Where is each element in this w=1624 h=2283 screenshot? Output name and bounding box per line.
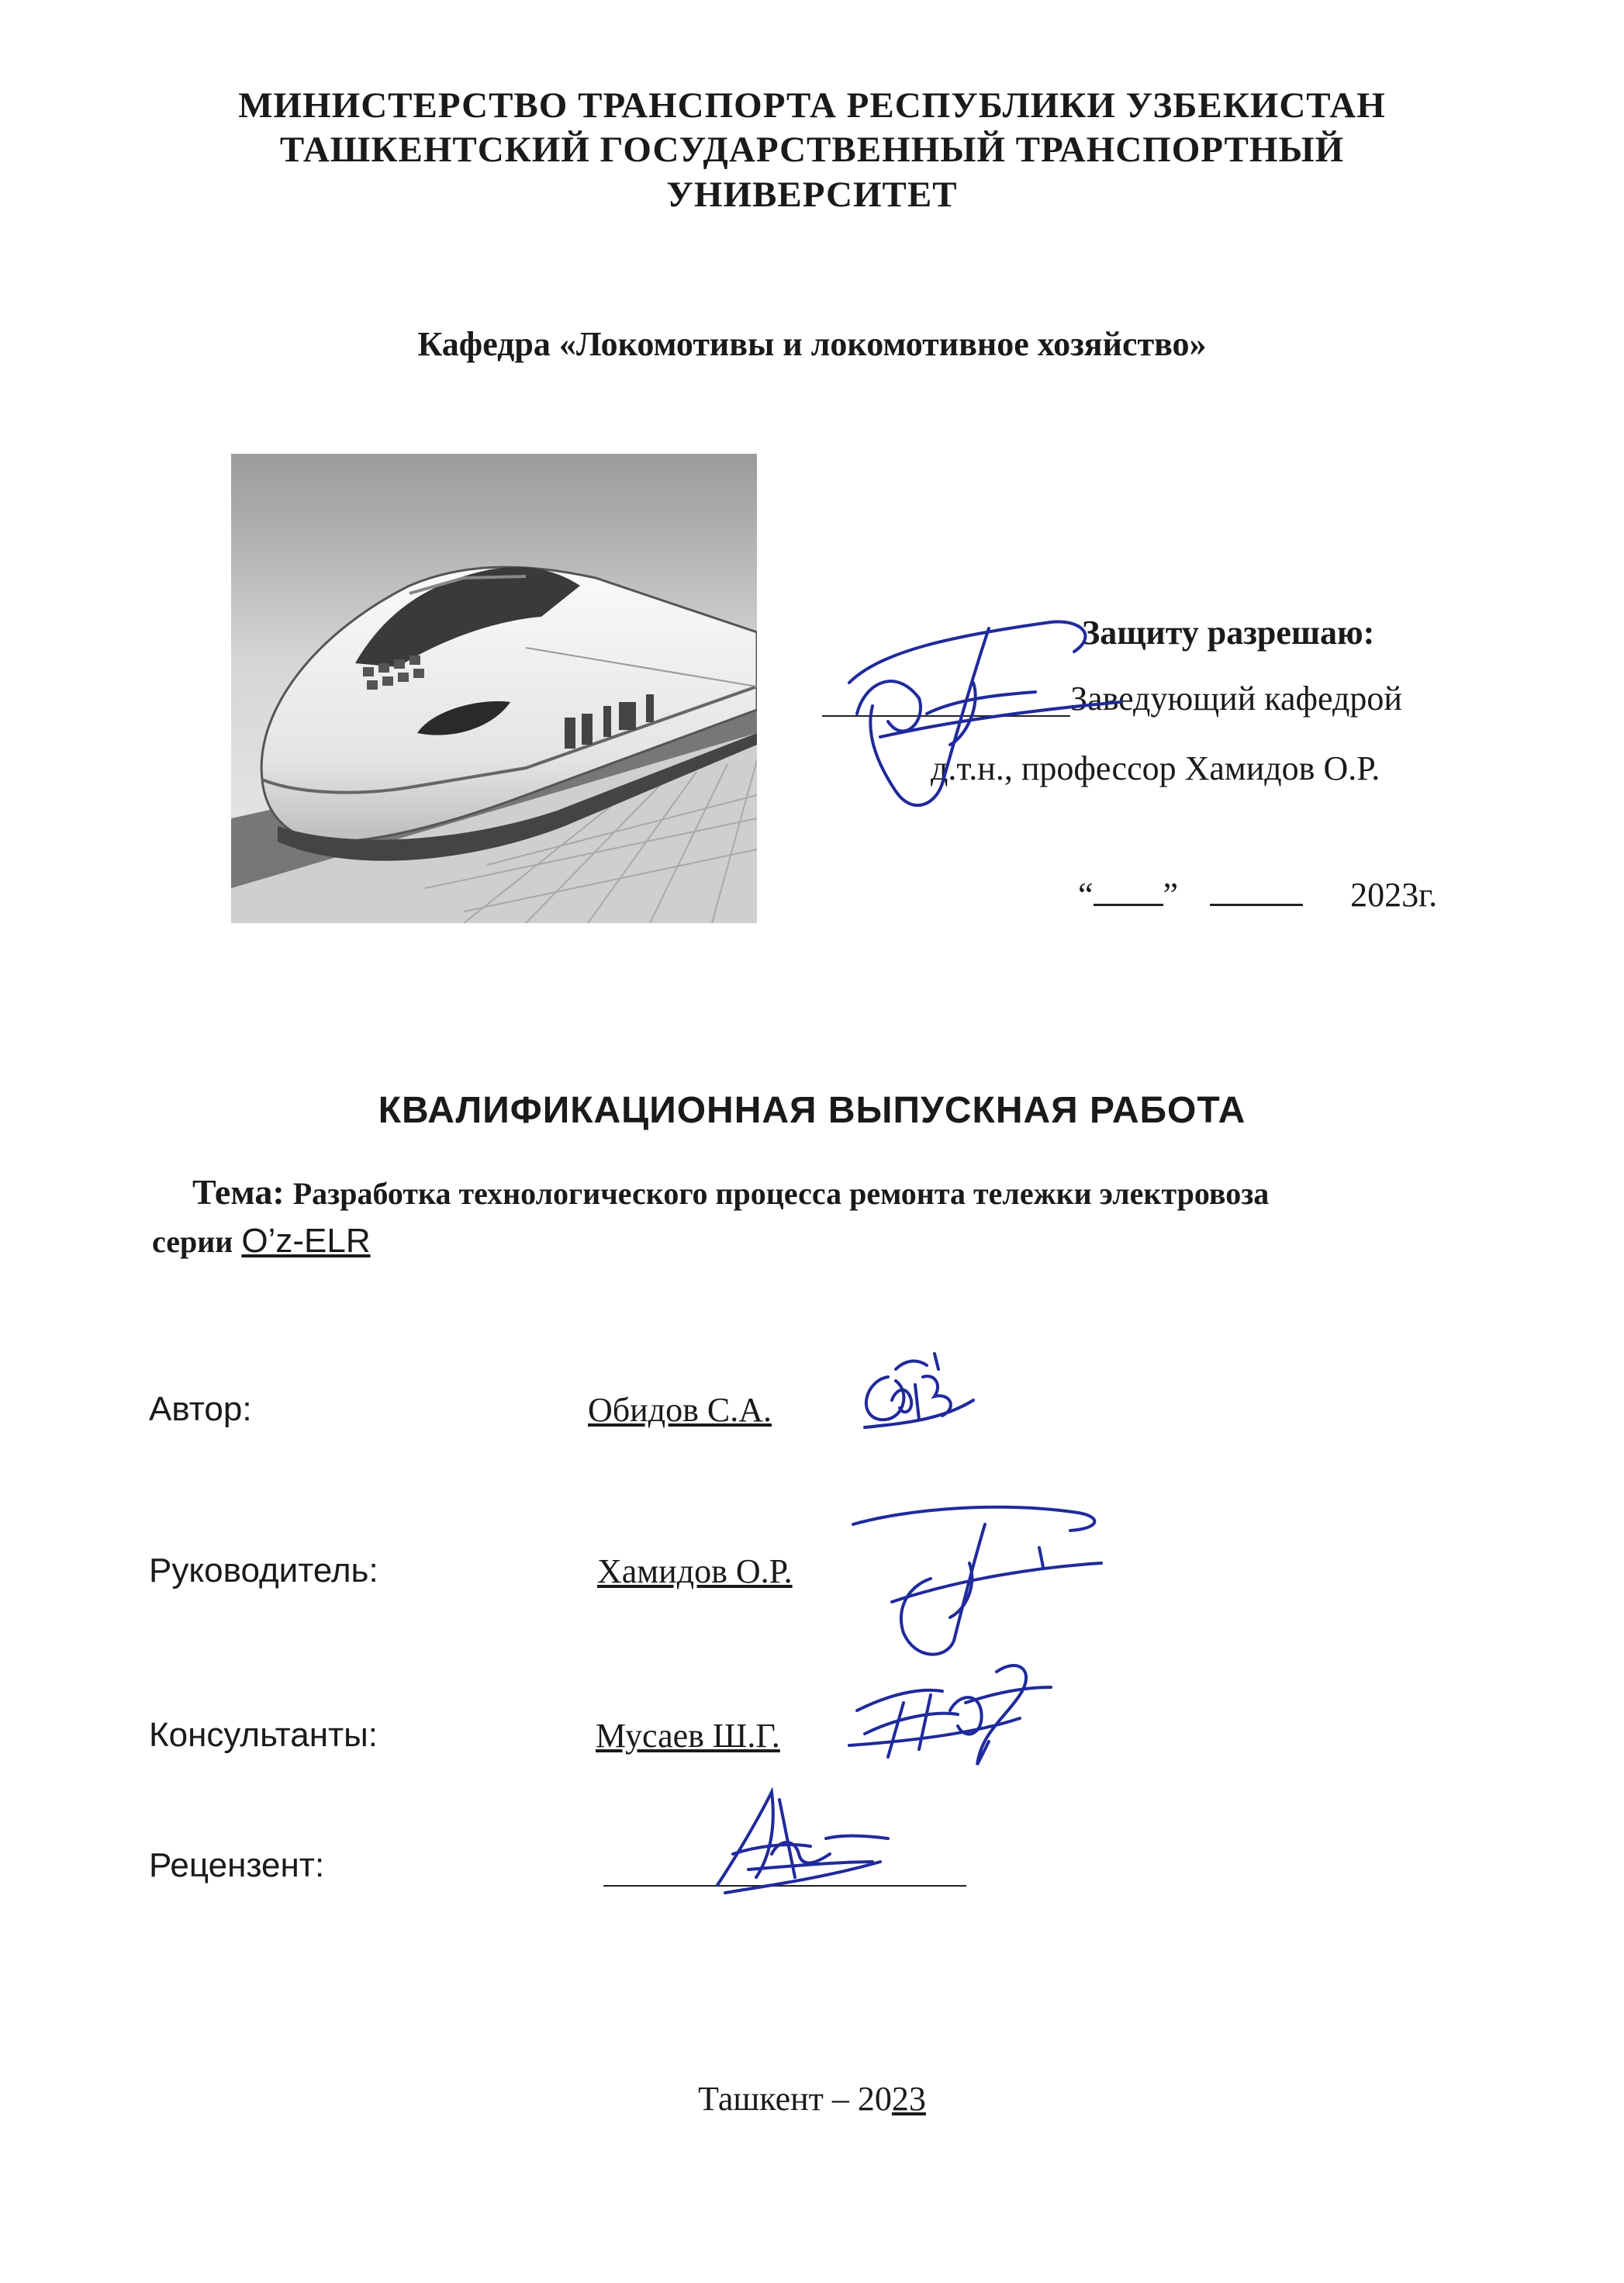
approval-title: Защиту разрешаю: <box>1082 614 1375 652</box>
supervisor-signature <box>845 1493 1140 1672</box>
reviewer-label: Рецензент: <box>149 1846 325 1884</box>
year-suffix: 23 <box>891 2080 926 2118</box>
date-open-quote: “ <box>1078 876 1094 914</box>
supervisor-label: Руководитель: <box>149 1551 378 1589</box>
work-title: КВАЛИФИКАЦИОННАЯ ВЫПУСКНАЯ РАБОТА <box>378 1090 1246 1131</box>
consultant-signature <box>841 1648 1059 1780</box>
approval-role: Заведующий кафедрой <box>1070 680 1402 718</box>
topic-line-2 <box>152 1221 371 1261</box>
head-signature <box>834 605 1144 822</box>
city-name: Ташкент – 20 <box>698 2080 892 2118</box>
header-line-3: УНИВЕРСИТЕТ <box>666 174 958 215</box>
date-day-blank <box>1094 876 1163 906</box>
topic-series: O’z-ELR <box>241 1222 371 1260</box>
header-line-2: ТАШКЕНТСКИЙ ГОСУДАРСТВЕННЫЙ ТРАНСПОРТНЫЙ <box>279 130 1345 171</box>
header-line-1: МИНИСТЕРСТВО ТРАНСПОРТА РЕСПУБЛИКИ УЗБЕКИСТАН <box>238 85 1386 126</box>
approval-date <box>1078 875 1437 915</box>
consultant-name: Мусаев Ш.Г. <box>596 1717 780 1755</box>
supervisor-name: Хамидов О.Р. <box>597 1552 793 1590</box>
train-illustration <box>231 454 757 923</box>
reviewer-signature <box>702 1776 904 1908</box>
topic-line-1 <box>192 1171 1269 1212</box>
ministry-header <box>0 84 1624 217</box>
city-year <box>0 2079 1624 2119</box>
topic-text: Разработка технологического процесса ремонта тележки электровоза <box>292 1176 1270 1211</box>
topic-series-prefix: серии <box>152 1224 233 1259</box>
author-label: Автор: <box>149 1390 252 1428</box>
date-month-blank <box>1210 876 1303 906</box>
approval-name: д.т.н., профессор Хамидов О.Р. <box>931 749 1380 787</box>
train-photo <box>231 454 757 923</box>
consultants-label: Консультанты: <box>149 1716 378 1754</box>
department-name: Кафедра «Локомотивы и локомотивное хозяйство» <box>417 325 1207 363</box>
topic-label: Тема: <box>192 1172 285 1212</box>
date-close-quote: ” <box>1163 876 1179 914</box>
date-year: 2023г. <box>1350 876 1438 914</box>
author-name: Обидов С.А. <box>588 1391 772 1429</box>
author-signature <box>849 1346 989 1439</box>
